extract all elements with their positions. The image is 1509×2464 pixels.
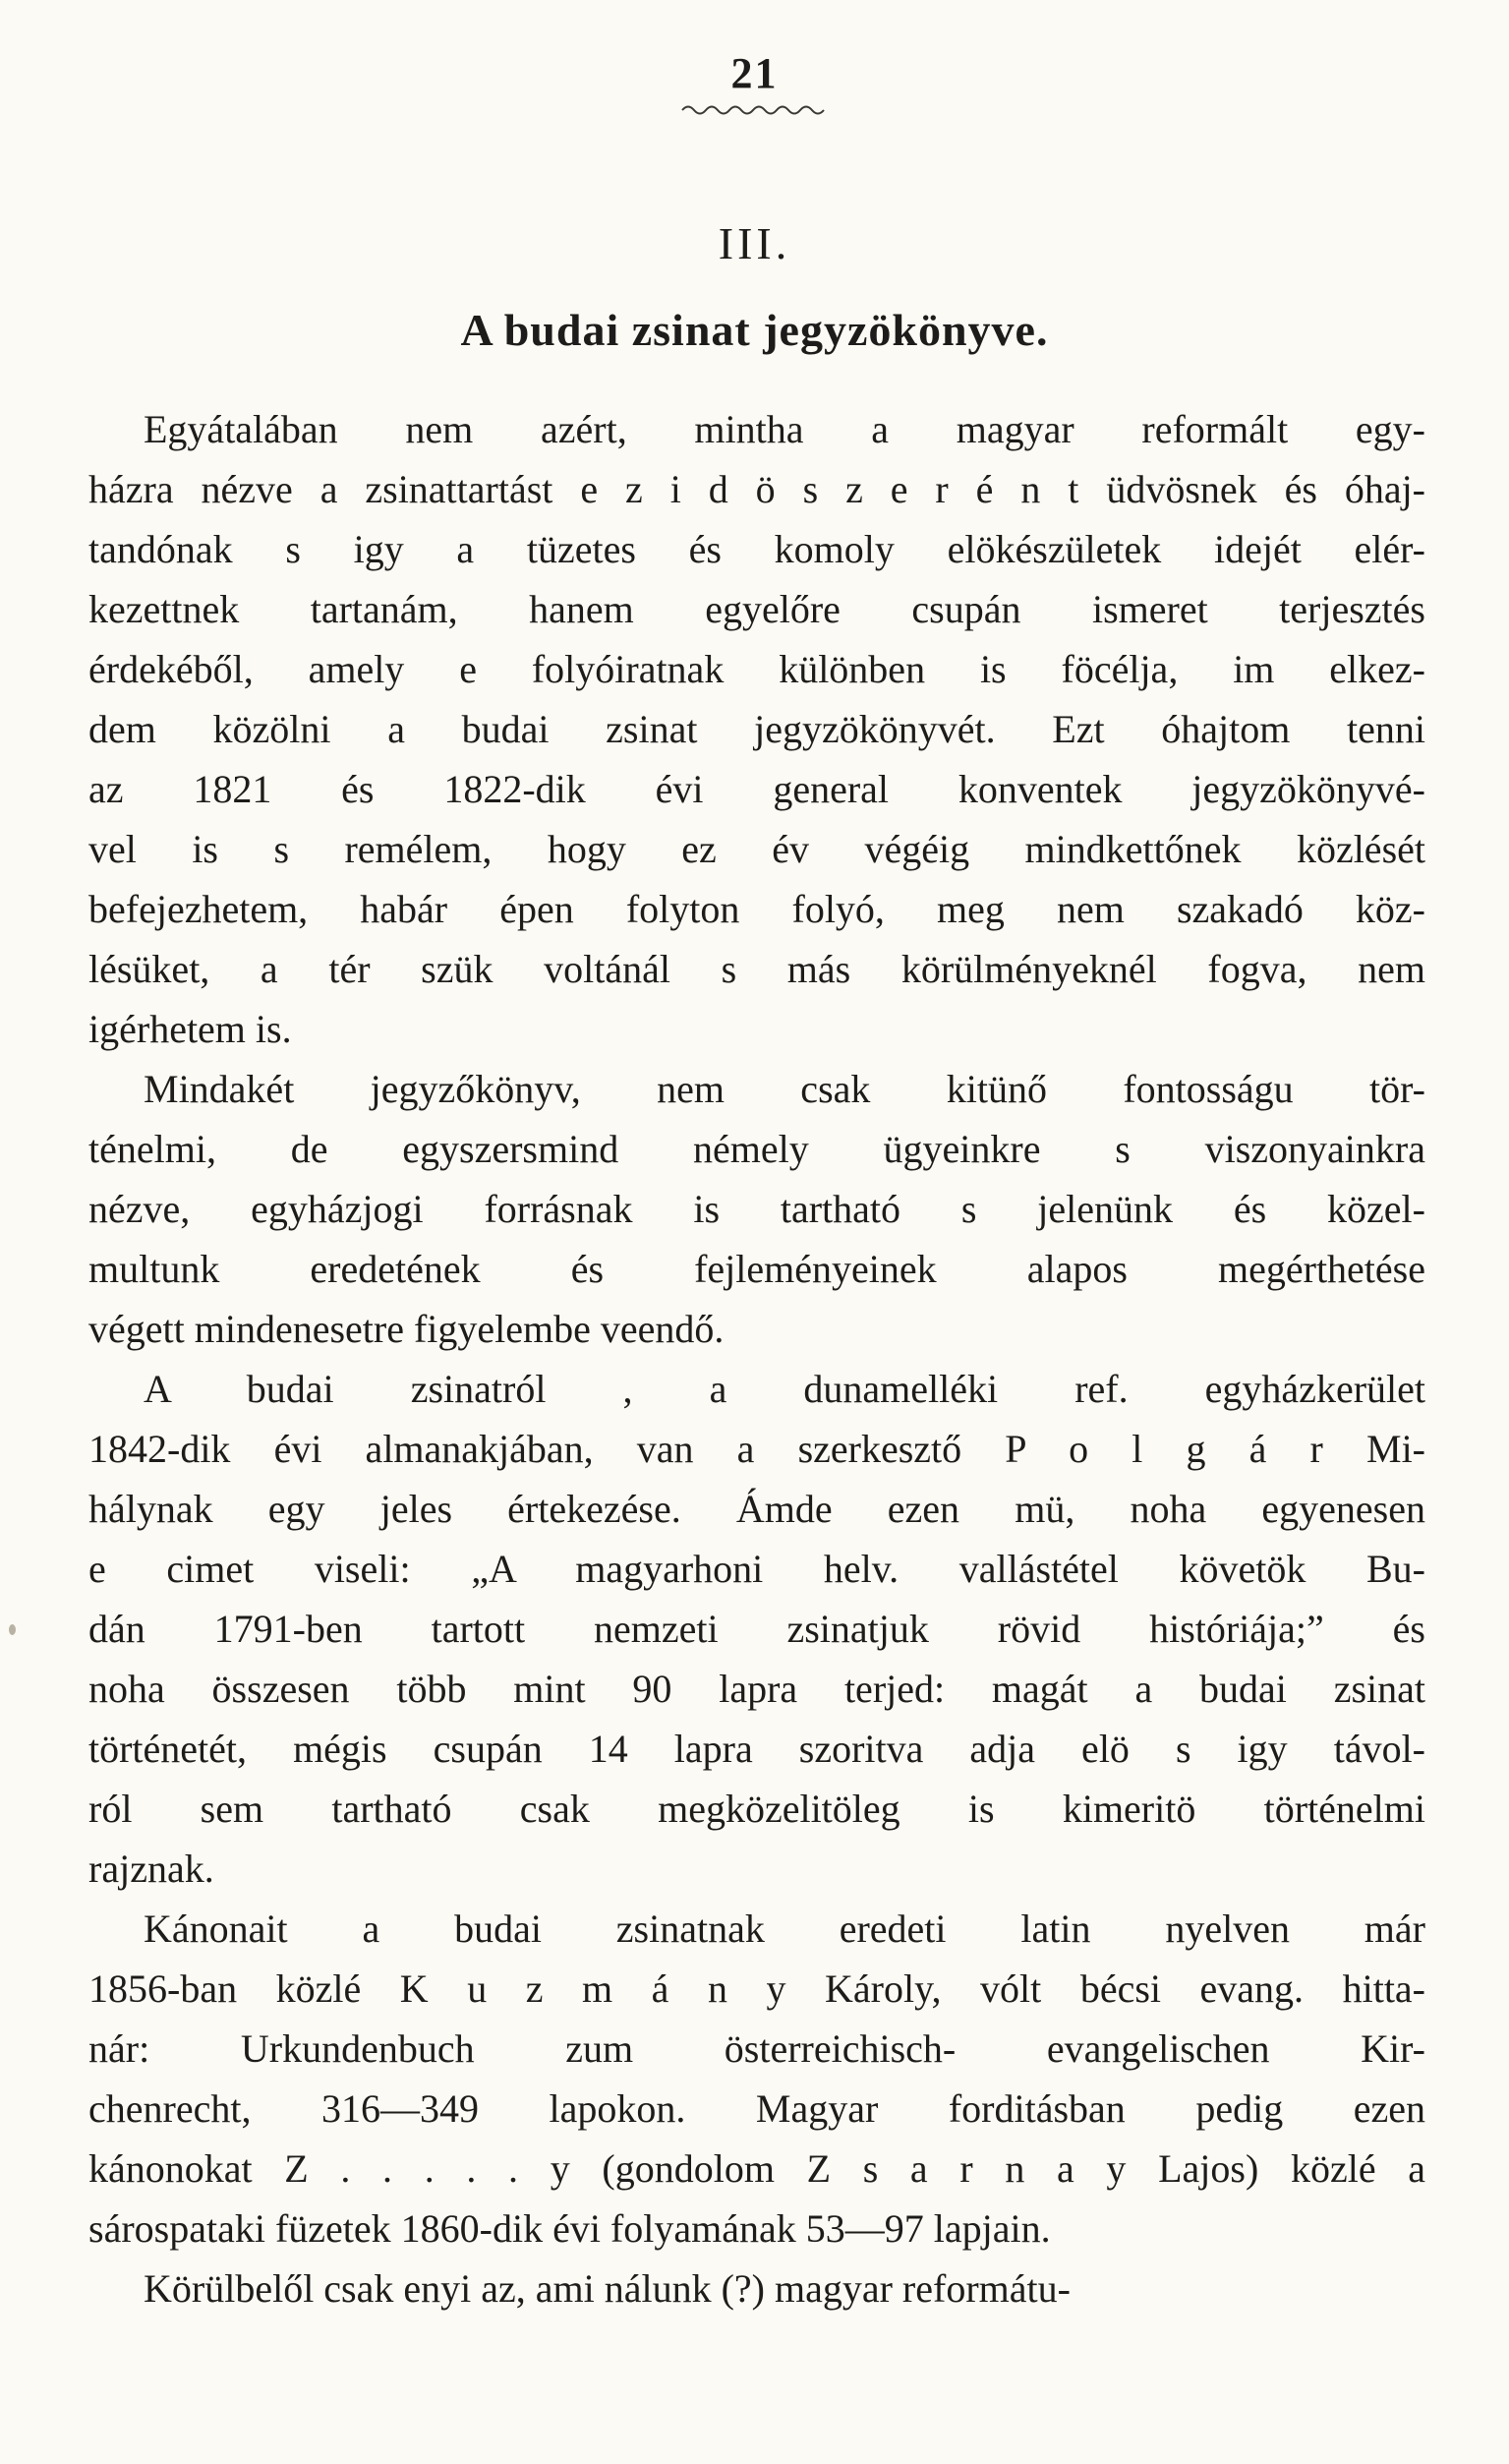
text-line: Kánonait a budai zsinatnak eredeti latin nyelven már xyxy=(144,1907,1425,1951)
text-line: ról sem tartható csak megközelitöleg is kimeritö történelmi xyxy=(88,1787,1425,1831)
chapter-title: A budai zsinat jegyzökönyve. xyxy=(460,305,1049,355)
text-line: vel is s remélem, hogy ez év végéig mindkettőnek közlését xyxy=(88,827,1425,871)
text-line: az 1821 és 1822-dik évi general konventek jegyzökönyvé- xyxy=(88,767,1425,811)
text-line: e cimet viseli: „A magyarhoni helv. vallástétel követök Bu- xyxy=(88,1547,1425,1591)
text-line: kánonokat Z . . . . . y (gondolom Z s a r n a y Lajos) közlé a xyxy=(88,2146,1425,2191)
wavy-underline-icon xyxy=(680,102,830,116)
text-line: hálynak egy jeles értekezése. Ámde ezen mü, noha egyenesen xyxy=(88,1487,1425,1531)
text-line: házra nézve a zsinattartást e z i d ö s z e r é n t üdvösnek és óhaj- xyxy=(88,467,1425,511)
paragraph xyxy=(88,399,1425,1059)
text-line: multunk eredetének és fejleményeinek alapos megérthetése xyxy=(88,1247,1425,1291)
text-line: történetét, mégis csupán 14 lapra szoritva adja elö s igy távol- xyxy=(88,1727,1425,1771)
text-line: lésüket, a tér szük voltánál s más körülményeknél fogva, nem xyxy=(88,947,1425,991)
page-number: 21 xyxy=(730,49,779,97)
text-line: dem közölni a budai zsinat jegyzökönyvét. Ezt óhajtom tenni xyxy=(88,707,1425,751)
scan-artifact xyxy=(9,1624,16,1635)
text-line: nár: Urkundenbuch zum österreichisch- evangelischen Kir- xyxy=(88,2026,1425,2071)
text-line: nézve, egyházjogi forrásnak is tartható s jelenünk és közel- xyxy=(88,1187,1425,1231)
text-line: ténelmi, de egyszersmind némely ügyeinkre s viszonyainkra xyxy=(88,1127,1425,1171)
text-line: végett mindenesetre figyelembe veendő. xyxy=(88,1307,725,1351)
text-line: érdekéből, amely e folyóiratnak különben is föcélja, im elkez- xyxy=(88,647,1425,691)
paragraph xyxy=(88,1059,1425,1359)
paragraph xyxy=(88,2259,1425,2318)
paragraph xyxy=(88,1359,1425,1899)
text-line: rajznak. xyxy=(88,1847,214,1891)
text-line: noha összesen több mint 90 lapra terjed: magát a budai zsinat xyxy=(88,1667,1425,1711)
body-text xyxy=(88,399,1425,2318)
text-line: A budai zsinatról , a dunamelléki ref. egyházkerület xyxy=(144,1367,1425,1411)
text-line: 1842-dik évi almanakjában, van a szerkesztő P o l g á r Mi- xyxy=(88,1427,1425,1471)
text-line: dán 1791-ben tartott nemzeti zsinatjuk rövid históriája;” és xyxy=(88,1607,1425,1651)
paragraph xyxy=(88,1899,1425,2259)
page-header xyxy=(0,0,1509,116)
text-line: kezettnek tartanám, hanem egyelőre csupán ismeret terjesztés xyxy=(88,587,1425,631)
text-line: tandónak s igy a tüzetes és komoly elökészületek idejét elér- xyxy=(88,527,1425,571)
text-line: igérhetem is. xyxy=(88,1007,292,1051)
text-line: Mindakét jegyzőkönyv, nem csak kitünő fontosságu tör- xyxy=(144,1067,1425,1111)
text-line: chenrecht, 316—349 lapokon. Magyar forditásban pedig ezen xyxy=(88,2086,1425,2131)
text-line: sárospataki füzetek 1860-dik évi folyamának 53—97 lapjain. xyxy=(88,2206,1051,2251)
text-line: Körülbelől csak enyi az, ami nálunk (?) magyar reformátu- xyxy=(144,2266,1071,2311)
text-line: 1856-ban közlé K u z m á n y Károly, vólt bécsi evang. hitta- xyxy=(88,1966,1425,2011)
text-line: Egyátalában nem azért, mintha a magyar reformált egy- xyxy=(144,407,1425,451)
section-heading: III. xyxy=(718,218,791,268)
text-line: befejezhetem, habár épen folyton folyó, meg nem szakadó köz- xyxy=(88,887,1425,931)
